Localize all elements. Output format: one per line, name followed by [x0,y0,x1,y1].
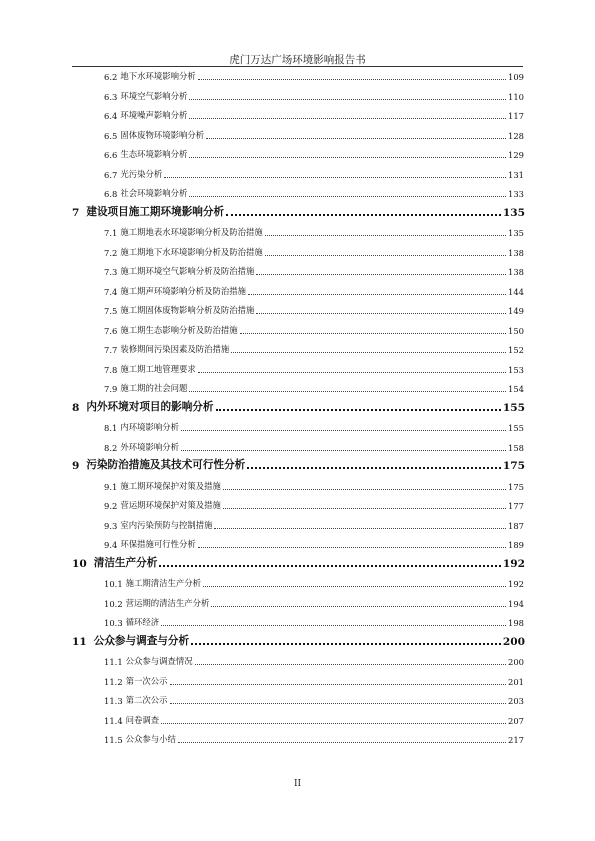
toc-entry-number: 10.1 [104,579,123,589]
toc-entry-title: 施工期工地管理要求 [120,363,196,374]
toc-entry-page: 201 [508,676,524,687]
toc-dot-leader [191,643,501,645]
toc-entry-title: 生态环境影响分析 [120,149,188,159]
toc-entry-page: 155 [508,423,524,433]
toc-entry-title: 内环境影响分析 [120,422,179,432]
toc-dot-leader [198,372,506,373]
toc-entry-number: 11 [72,635,87,648]
toc-dot-leader [247,467,501,469]
toc-entry-number: 7 [72,206,80,219]
toc-section-entry[interactable] [104,538,524,550]
toc-entry-page: 149 [508,306,524,316]
toc-dot-leader [265,255,506,256]
toc-entry-title: 施工期声环境影响分析及防治措施 [120,285,246,296]
toc-dot-leader [189,99,506,100]
toc-dot-leader [265,235,506,236]
toc-section-entry[interactable] [104,70,524,82]
toc-section-entry[interactable] [104,382,524,394]
toc-entry-page: 177 [508,501,524,511]
toc-dot-leader [170,684,506,685]
toc-dot-leader [231,352,506,353]
toc-section-entry[interactable] [104,90,524,102]
toc-section-entry[interactable] [104,246,524,258]
toc-section-entry[interactable] [104,129,524,141]
toc-entry-page: 154 [508,384,524,394]
toc-entry-number: 7.2 [104,247,118,258]
toc-section-entry[interactable] [104,519,524,531]
toc-entry-title: 施工期环境保护对策及措施 [120,480,221,491]
toc-dot-leader [256,274,506,275]
toc-dot-leader [189,391,506,392]
toc-entry-number: 6.4 [104,111,118,121]
toc-entry-page: 203 [508,696,524,706]
toc-dot-leader [159,565,501,567]
toc-entry-number: 10.3 [104,618,123,628]
toc-entry-number: 8.1 [104,423,118,433]
toc-entry-page: 131 [508,169,524,180]
toc-entry-number: 6.6 [104,150,118,160]
toc-entry-title: 公众参与调查与分析 [93,634,190,647]
toc-entry-number: 8 [72,401,80,414]
toc-entry-page: 217 [508,735,524,745]
toc-entry-title: 环保措施可行性分析 [120,539,196,549]
toc-entry-number: 7.8 [104,364,118,375]
toc-dot-leader [248,294,506,295]
toc-entry-page: 158 [508,442,524,453]
toc-section-entry[interactable] [104,655,524,667]
toc-entry-title: 循环经济 [125,617,160,627]
toc-entry-number: 9.1 [104,481,118,492]
toc-entry-number: 6.3 [104,91,118,102]
toc-section-entry[interactable] [104,304,524,316]
toc-entry-page: 194 [508,598,524,609]
toc-entry-page: 198 [508,618,524,628]
toc-entry-page: 189 [508,540,524,550]
toc-entry-number: 7.3 [104,267,118,277]
toc-section-entry[interactable] [104,577,524,589]
toc-section-entry[interactable] [104,363,524,375]
toc-entry-page: 144 [508,286,524,297]
toc-entry-page: 187 [508,520,524,531]
toc-section-entry[interactable] [104,168,524,180]
toc-chapter-entry[interactable] [72,205,525,219]
toc-entry-title: 施工期环境空气影响分析及防治措施 [120,266,255,276]
toc-dot-leader [211,606,506,607]
toc-dot-leader [214,528,506,529]
toc-section-entry[interactable] [104,694,524,706]
toc-section-entry[interactable] [104,421,524,433]
toc-entry-page: 135 [502,206,525,219]
toc-chapter-entry[interactable] [72,634,525,648]
toc-entry-number: 7.9 [104,384,118,394]
toc-entry-number: 9.4 [104,540,118,550]
toc-dot-leader [189,118,506,119]
toc-entry-number: 9.2 [104,501,118,511]
toc-dot-leader [256,313,506,314]
toc-entry-number: 9.3 [104,520,118,531]
toc-entry-title: 环境空气影响分析 [120,90,188,101]
toc-entry-title: 污染防治措施及其技术可行性分析 [86,459,246,471]
toc-entry-title: 装修期间污染因素及防治措施 [120,344,230,354]
toc-entry-number: 6.8 [104,189,118,199]
toc-entry-title: 第二次公示 [125,695,168,705]
toc-section-entry[interactable] [104,616,524,628]
toc-entry-number: 11.5 [104,735,123,745]
toc-entry-page: 153 [508,364,524,375]
toc-entry-page: 175 [508,481,524,492]
toc-dot-leader [161,723,506,724]
header-rule [72,66,523,67]
toc-entry-title: 营运期的清洁生产分析 [125,597,210,608]
toc-entry-title: 施工期的社会问题 [120,383,188,393]
toc-section-entry[interactable] [104,265,524,277]
toc-section-entry[interactable] [104,675,524,687]
toc-dot-leader [164,177,506,178]
toc-section-entry[interactable] [104,441,524,453]
toc-dot-leader [181,430,506,431]
toc-entry-number: 10 [72,557,87,570]
toc-entry-title: 建设项目施工期环境影响分析 [86,205,225,218]
toc-entry-number: 6.5 [104,130,118,141]
toc-entry-page: 138 [508,267,524,277]
toc-chapter-entry[interactable] [72,400,525,414]
toc-entry-number: 7.6 [104,325,118,336]
toc-entry-number: 7.5 [104,306,118,316]
toc-section-entry[interactable] [104,187,524,199]
toc-entry-number: 7.7 [104,345,118,355]
toc-section-entry[interactable] [104,499,524,511]
page-number: II [293,779,302,789]
toc-section-entry[interactable] [104,714,524,726]
toc-dot-leader [226,214,501,216]
toc-entry-title: 地下水环境影响分析 [120,71,196,81]
toc-section-entry[interactable] [104,226,524,238]
page-header-title: 虎门万达广场环境影响报告书 [229,54,366,66]
toc-entry-title: 施工期地下水环境影响分析及防治措施 [120,246,263,257]
toc-entry-page: 207 [508,715,524,726]
toc-entry-page: 192 [508,579,524,589]
toc-entry-number: 11.4 [104,715,123,726]
toc-entry-title: 施工期地表水环境影响分析及防治措施 [120,227,263,237]
toc-dot-leader [198,79,506,80]
toc-dot-leader [223,489,506,490]
toc-entry-page: 129 [508,150,524,160]
toc-entry-title: 固体废物环境影响分析 [120,129,205,140]
toc-chapter-entry[interactable] [72,458,525,472]
toc-section-entry[interactable] [104,148,524,160]
toc-dot-leader [181,450,506,451]
toc-dot-leader [223,508,506,509]
toc-dot-leader [240,333,506,334]
toc-section-entry[interactable] [104,733,524,745]
toc-entry-title: 施工期固体废物影响分析及防治措施 [120,305,255,315]
toc-entry-title: 第一次公示 [125,675,168,686]
toc-entry-title: 施工期清洁生产分析 [125,578,202,588]
toc-dot-leader [178,742,506,743]
toc-entry-title: 清洁生产分析 [93,556,158,569]
toc-dot-leader [203,586,506,587]
toc-section-entry[interactable] [104,109,524,121]
toc-dot-leader [198,547,506,548]
toc-entry-title: 公众参与调查情况 [125,656,193,666]
toc-entry-page: 150 [508,325,524,336]
toc-entry-page: 117 [508,111,524,121]
toc-entry-title: 环境噪声影响分析 [120,110,188,120]
toc-section-entry[interactable] [104,480,524,492]
toc-entry-number: 9 [72,460,80,472]
toc-section-entry[interactable] [104,324,524,336]
toc-dot-leader [195,664,506,665]
toc-entry-page: 135 [508,228,524,238]
toc-entry-page: 138 [508,247,524,258]
toc-entry-number: 11.2 [104,676,123,687]
toc-entry-page: 200 [508,657,524,667]
toc-entry-title: 社会环境影响分析 [120,188,188,198]
toc-entry-title: 营运期环境保护对策及措施 [120,500,221,510]
toc-entry-number: 6.2 [104,72,118,82]
toc-entry-number: 10.2 [104,598,123,609]
toc-entry-page: 200 [502,635,525,648]
toc-entry-number: 8.2 [104,442,118,453]
toc-entry-page: 110 [508,91,524,102]
toc-entry-page: 192 [502,557,525,570]
toc-dot-leader [189,157,506,158]
toc-entry-number: 7.4 [104,286,118,297]
toc-entry-page: 175 [502,460,525,472]
toc-entry-title: 室内污染预防与控制措施 [120,519,213,530]
toc-chapter-entry[interactable] [72,556,525,570]
toc-section-entry[interactable] [104,343,524,355]
toc-dot-leader [189,196,506,197]
toc-entry-title: 内外环境对项目的影响分析 [86,400,214,413]
toc-dot-leader [216,409,501,411]
toc-entry-number: 11.3 [104,696,123,706]
toc-entry-page: 128 [508,130,524,141]
toc-entry-page: 152 [508,345,524,355]
toc-entry-page: 109 [508,72,524,82]
toc-dot-leader [170,703,506,704]
toc-entry-number: 11.1 [104,657,123,667]
toc-entry-title: 光污染分析 [120,168,163,179]
toc-entry-title: 公众参与小结 [125,734,176,744]
toc-entry-page: 133 [508,189,524,199]
toc-section-entry[interactable] [104,285,524,297]
toc-entry-number: 7.1 [104,228,118,238]
toc-entry-title: 施工期生态影响分析及防治措施 [120,324,238,335]
toc-section-entry[interactable] [104,597,524,609]
toc-entry-title: 问卷调查 [125,714,160,725]
toc-dot-leader [206,138,506,139]
toc-entry-number: 6.7 [104,169,118,180]
toc-entry-page: 155 [502,401,525,414]
toc-entry-title: 外环境影响分析 [120,441,179,452]
toc-dot-leader [161,625,506,626]
